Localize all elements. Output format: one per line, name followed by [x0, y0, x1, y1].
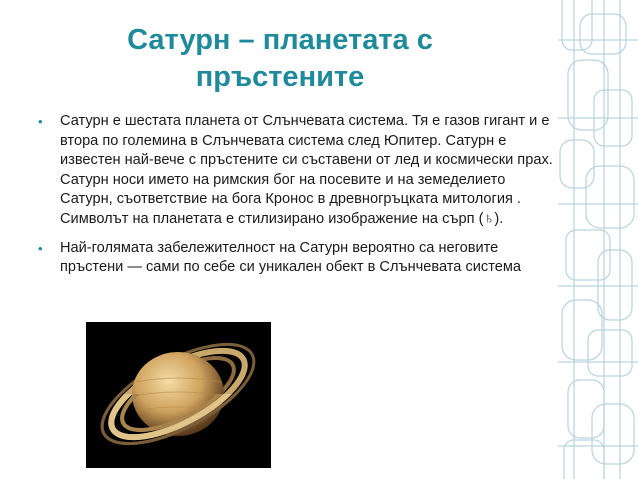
bullet-icon: •: [38, 240, 43, 256]
saturn-icon: [86, 322, 271, 468]
bullet-list: [36, 112, 556, 287]
slide-title: Сатурн – планетата с пръстените: [127, 24, 433, 93]
bullet-icon: •: [38, 114, 43, 129]
saturn-image: [86, 322, 271, 468]
bullet-item-rings: [36, 239, 556, 278]
bullet-text: Сатурн е шестата планета от Слънчевата система. Тя е газов гигант и е втора по големина в Слънчевата система след Юпитер. Сатурн е известен най-вече с пръстените си съставени от лед и космически прах. Сатурн носи името на римския бог на посевите и на земеделието Сатурн, съответствие на бога Кронос в древногръцката митология . Символът на планетата е стилизирано изображение на сърп (♄).: [60, 113, 553, 227]
decorative-pattern: [558, 0, 638, 479]
bullet-text: Най-голямата забележителност на Сатурн вероятно са неговите пръстени — сами по себе си уникален обект в Слънчевата система: [60, 239, 521, 276]
bullet-item-description: [36, 112, 556, 230]
